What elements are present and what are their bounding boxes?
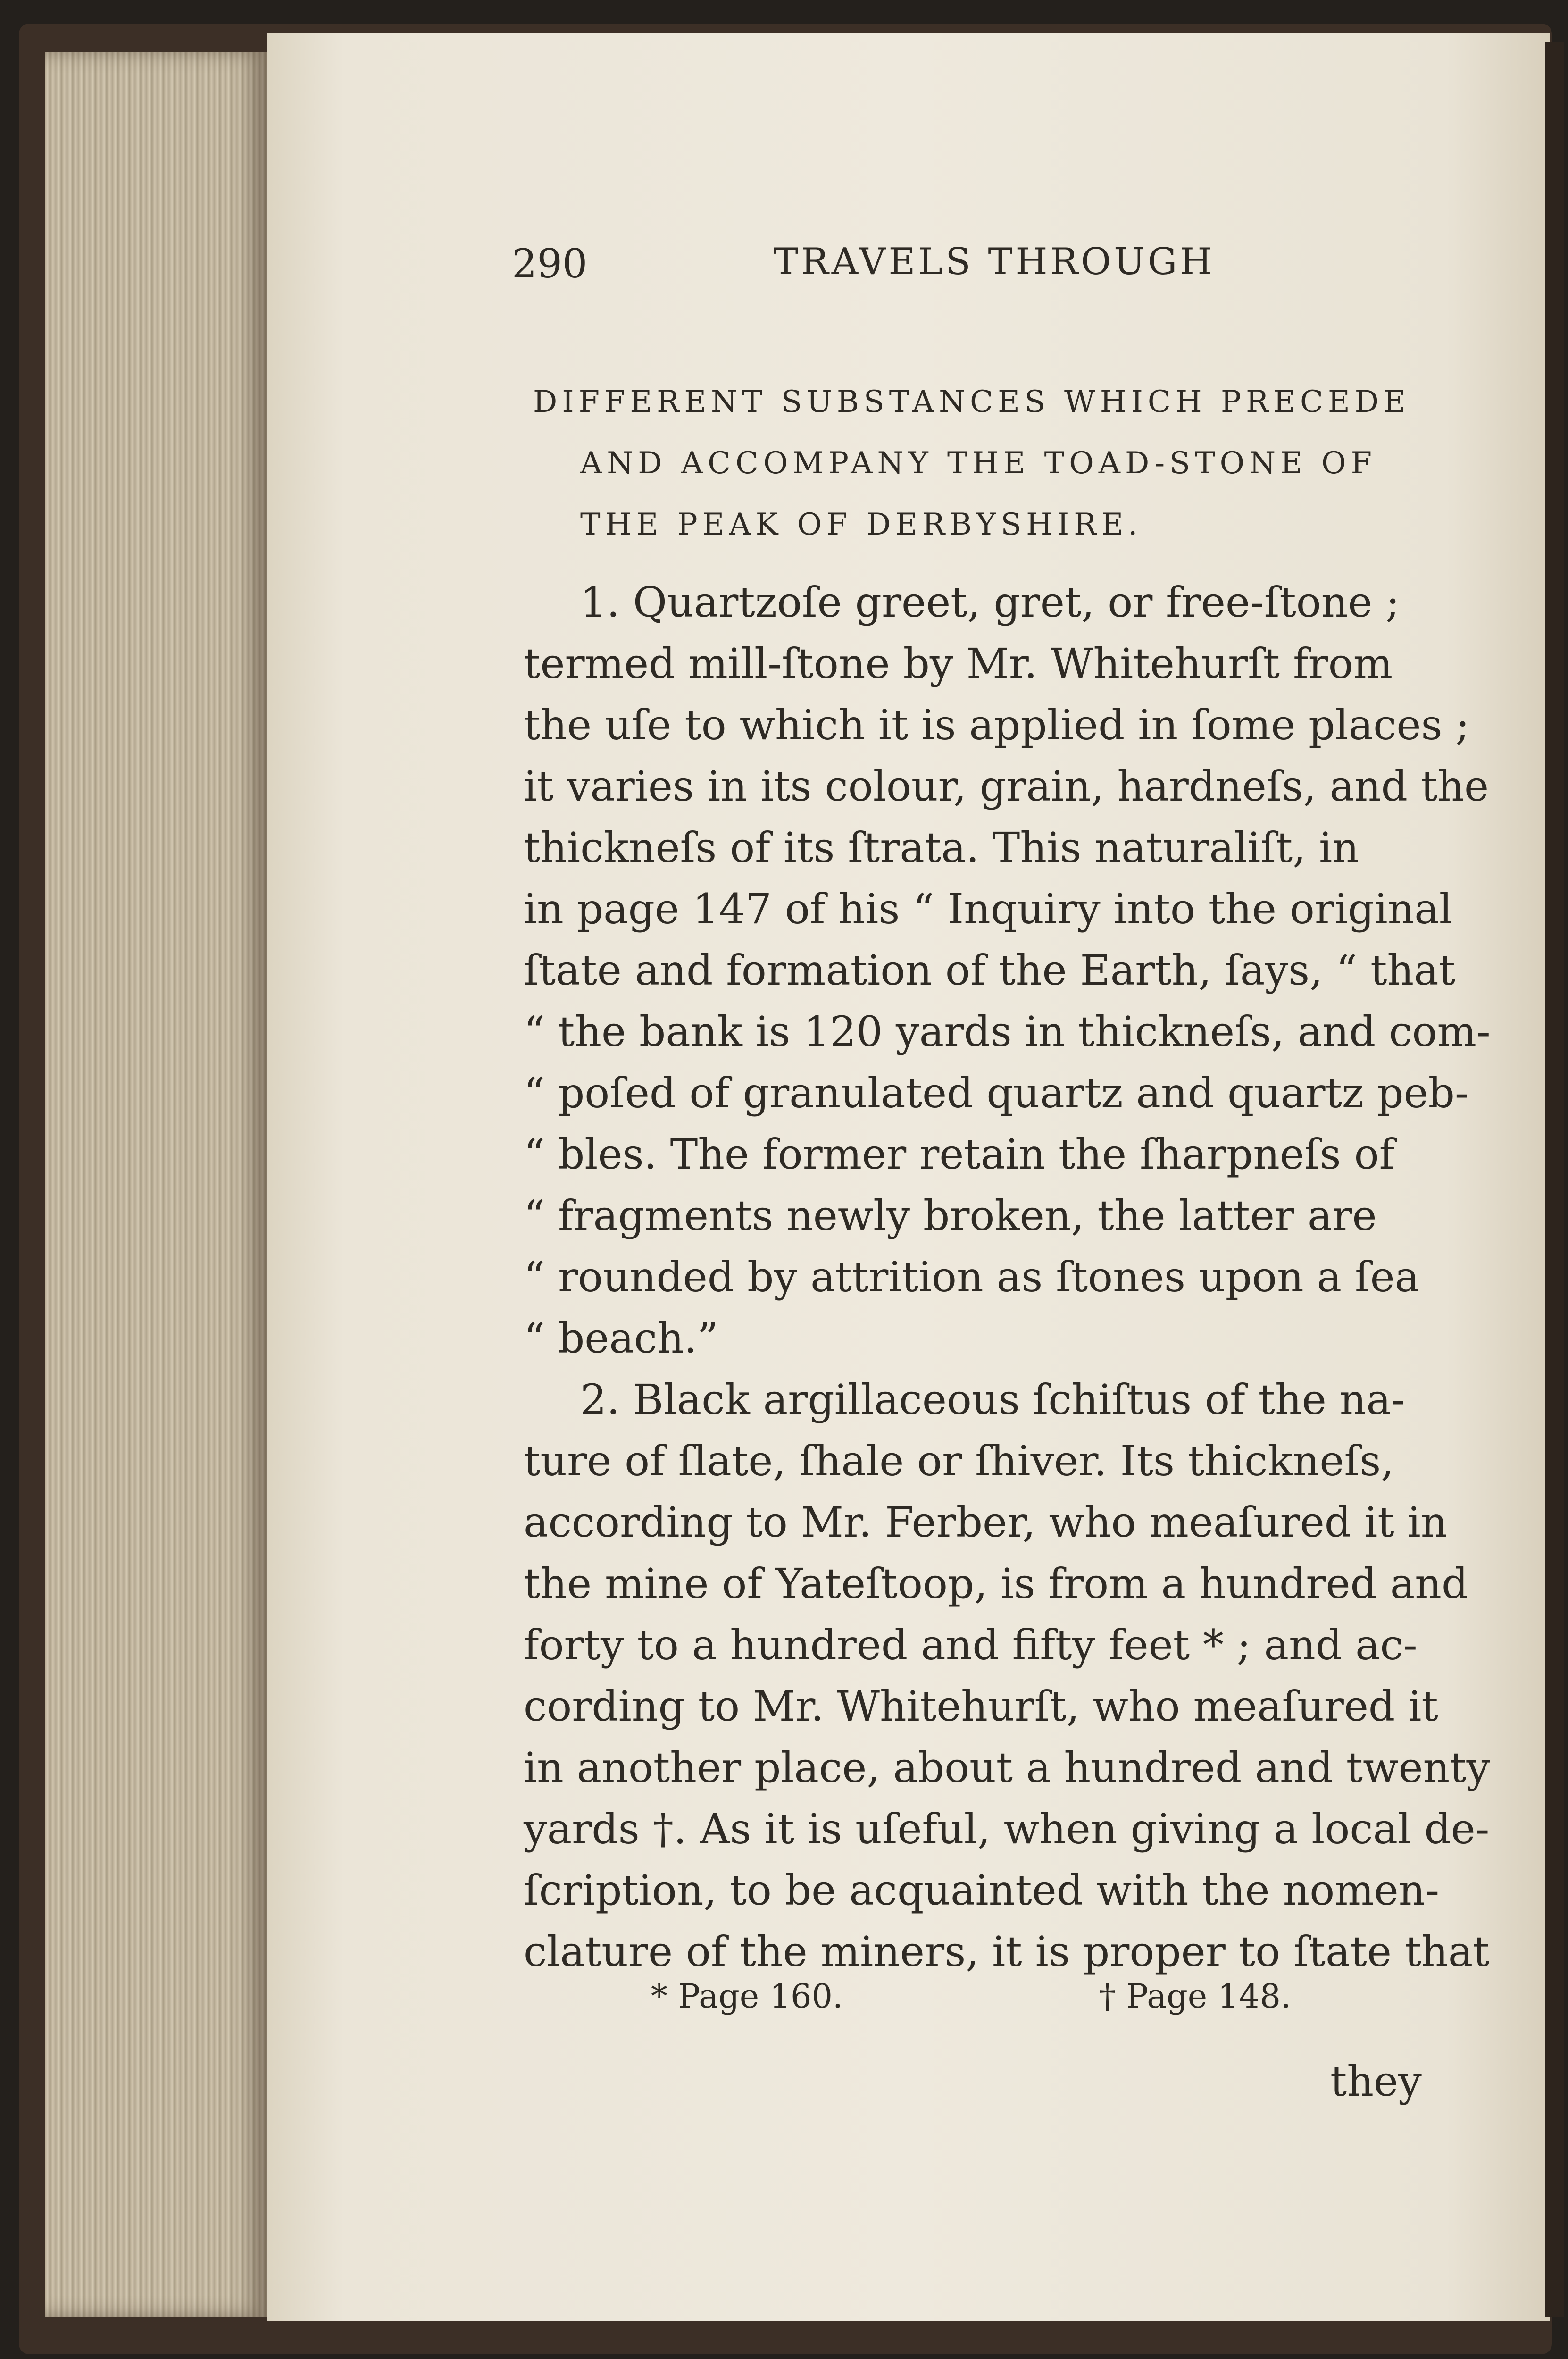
page-number: 290 [512,241,588,287]
section-heading-line: AND ACCOMPANY THE TOAD-STONE OF [580,446,1377,481]
body-line: yards †. As it is uſeful, when giving a local de- [524,1805,1490,1853]
running-title: TRAVELS THROUGH [774,241,1215,283]
body-line: clature of the miners, it is proper to ſtate that [524,1927,1490,1976]
body-line: 2. Black argillaceous ſchiſtus of the na- [580,1375,1405,1424]
footnote: * Page 160. [651,1977,843,2016]
section-heading-line: DIFFERENT SUBSTANCES WHICH PRECEDE [533,385,1410,419]
body-line: in another place, about a hundred and twenty [524,1743,1490,1792]
body-line: termed mill-ſtone by Mr. Whitehurſt from [524,639,1393,688]
body-line: 1. Quartzoſe greet, gret, or free-ſtone ; [580,578,1400,627]
body-line: forty to a hundred and fifty feet * ; and ac- [524,1621,1418,1669]
body-line: ſcription, to be acquainted with the nomen- [524,1866,1440,1915]
body-line: cording to Mr. Whitehurſt, who meaſured it [524,1682,1438,1731]
body-line: “ bles. The former retain the ſharpneſs of [524,1130,1395,1179]
right-cover-edge [1545,42,1564,2317]
body-line: in page 147 of his “ Inquiry into the original [524,885,1452,933]
body-line: the uſe to which it is applied in ſome places ; [524,701,1470,749]
body-line: thickneſs of its ſtrata. This naturaliſt, in [524,823,1359,872]
body-line: “ rounded by attrition as ſtones upon a ſea [524,1253,1420,1301]
body-line: the mine of Yateſtoop, is from a hundred and [524,1559,1468,1608]
body-line: ture of ſlate, ſhale or ſhiver. Its thickneſs, [524,1437,1394,1485]
body-line: “ beach.” [524,1314,718,1363]
body-line: “ fragments newly broken, the latter are [524,1191,1377,1240]
page-edges [45,52,267,2317]
catchword: they [1330,2057,1422,2106]
body-line: “ poſed of granulated quartz and quartz peb- [524,1069,1469,1117]
body-line: ſtate and formation of the Earth, ſays, “ that [524,946,1455,995]
body-line: according to Mr. Ferber, who meaſured it in [524,1498,1448,1547]
footnote: † Page 148. [1099,1977,1292,2016]
body-line: “ the bank is 120 yards in thickneſs, and com- [524,1007,1491,1056]
section-heading-line: THE PEAK OF DERBYSHIRE. [580,507,1143,542]
body-line: it varies in its colour, grain, hardneſs, and the [524,762,1489,811]
